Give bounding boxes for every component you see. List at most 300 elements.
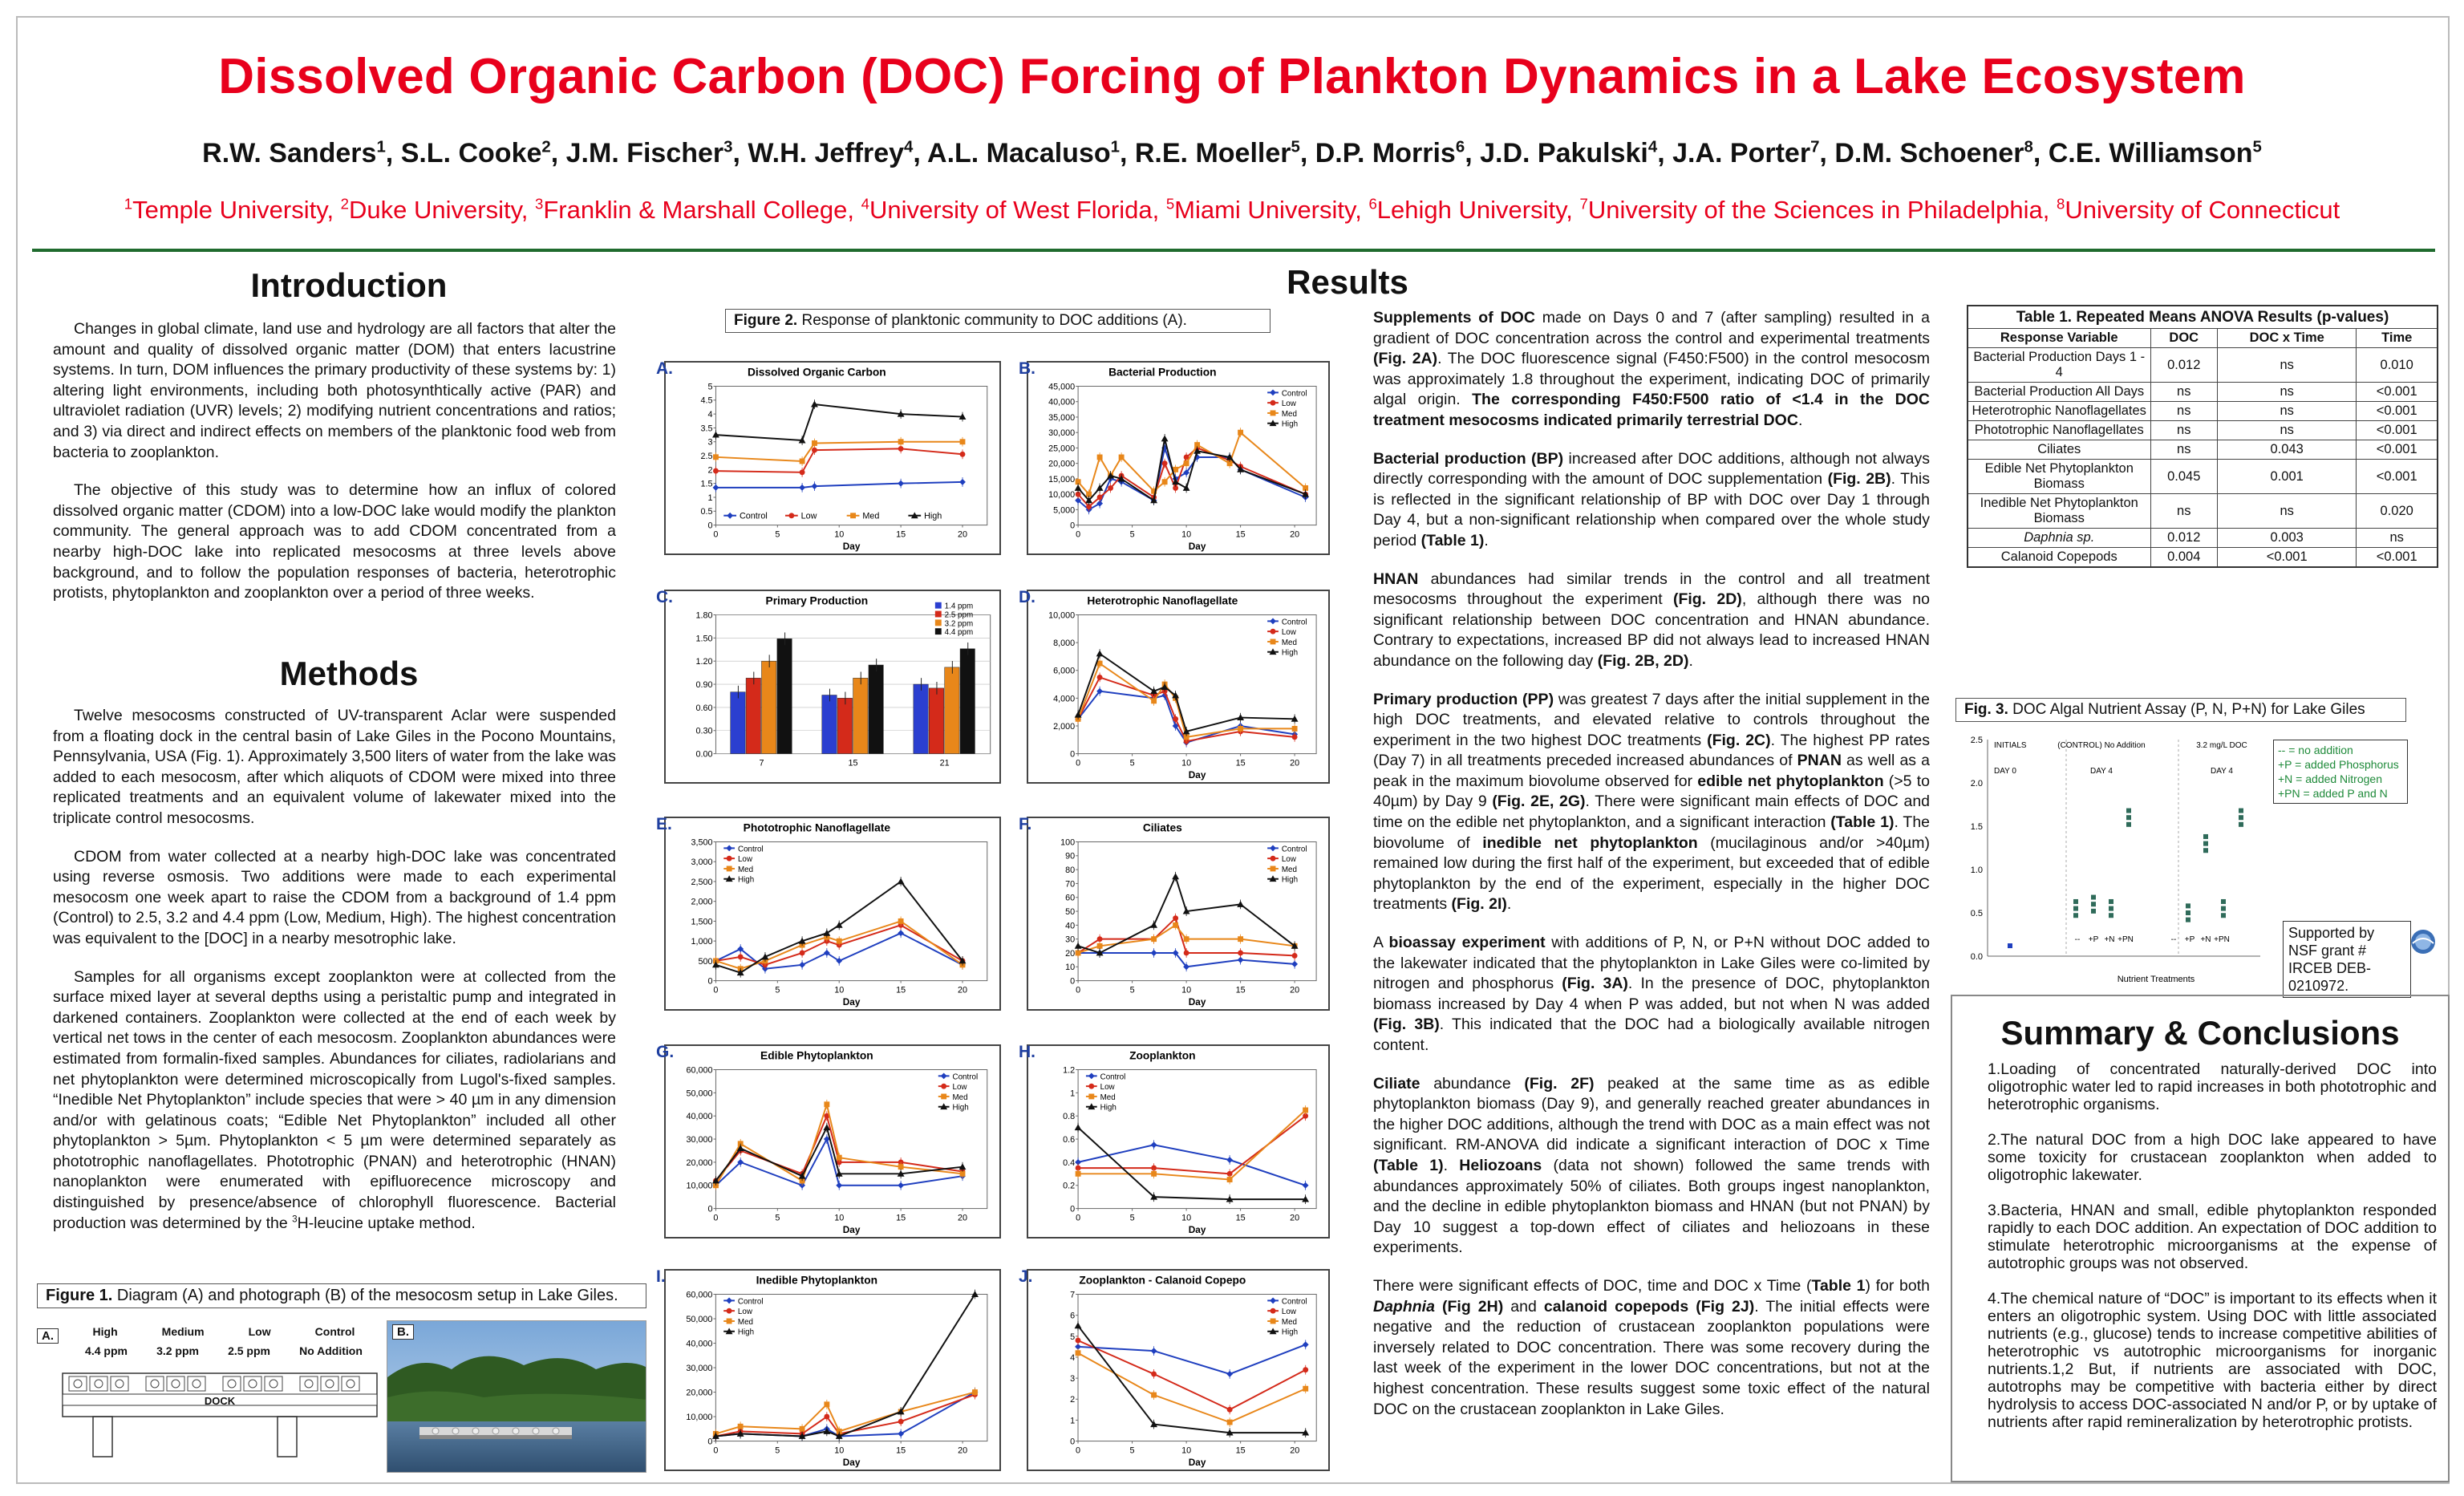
mesocosm-bag bbox=[95, 1380, 103, 1388]
data-point bbox=[738, 954, 744, 959]
chart-title: Zooplankton bbox=[1129, 1049, 1196, 1062]
y-tick-label: 3 bbox=[1070, 1374, 1076, 1385]
author-affiliation-number: 7 bbox=[1810, 138, 1820, 156]
author-affiliation-number: 3 bbox=[723, 138, 733, 156]
author-affiliation-number: 8 bbox=[2024, 138, 2033, 156]
results-text bbox=[1373, 308, 1930, 1437]
y-tick-label: 0 bbox=[1070, 749, 1076, 760]
mesocosm-cell bbox=[223, 1376, 241, 1391]
t: . In the presence of DOC, phytoplankton biomass increased by Day 4 when P was added, but not when N was added bbox=[1373, 975, 1930, 1013]
series-control bbox=[1075, 1340, 1309, 1378]
data-point bbox=[1227, 1177, 1233, 1182]
y-tick-label: 0 bbox=[707, 521, 713, 531]
data-point bbox=[824, 1401, 829, 1407]
data-point bbox=[1270, 639, 1276, 645]
intro-paragraph: The objective of this study was to determine how an influx of colored dissolved organic matter (CDOM) into a low-DOC lake would modify the plankton community. The general approach was to add CDOM concentrated from a nearby high-DOC lake into replicated mesocosms at three levels above background, and to follow the population responses of bacteria, heterotrophic protists, phytoplankton and zooplankton over a period of three weeks. bbox=[53, 481, 616, 602]
panel-letter: E. bbox=[656, 815, 672, 833]
x-tick-label: 5 bbox=[1129, 529, 1135, 540]
x-tick-label: 15 bbox=[848, 758, 858, 768]
series-med bbox=[1076, 1348, 1309, 1427]
chart-svg-e bbox=[666, 818, 999, 1009]
x-tick-label: 0 bbox=[713, 529, 719, 540]
x-axis-label: Day bbox=[1188, 1457, 1206, 1469]
superscript: 3 bbox=[292, 1214, 298, 1225]
data-point bbox=[1151, 698, 1157, 703]
series-line bbox=[1078, 1145, 1306, 1186]
y-tick-label: 0 bbox=[1070, 976, 1076, 987]
legend-label: Low bbox=[1281, 399, 1296, 409]
t: (mucilaginous and/or >40µm) remained low during the first half of the experiment, but exceeded that of edible phytoplankton by the end of the experiment, especially in the higher DOC treatments bbox=[1373, 833, 1930, 914]
data-point bbox=[898, 439, 904, 444]
legend-label: 3.2 ppm bbox=[944, 619, 974, 629]
data-point bbox=[2008, 943, 2012, 948]
y-tick-label: 2 bbox=[1070, 1395, 1076, 1405]
panel-letter: D. bbox=[1019, 588, 1035, 606]
x-tick-label: 10 bbox=[1181, 1213, 1192, 1223]
mesocosm-bag bbox=[192, 1380, 201, 1388]
series-line bbox=[1078, 1128, 1306, 1199]
table-cell: 0.001 bbox=[2218, 460, 2357, 494]
x-axis-label: Day bbox=[842, 996, 861, 1008]
legend-label: 2.5 ppm bbox=[944, 610, 974, 620]
data-point bbox=[1270, 411, 1276, 416]
plot-area bbox=[715, 842, 987, 981]
panel-letter: A. bbox=[656, 359, 673, 378]
summary-box bbox=[1951, 995, 2450, 1482]
legend-label: Control bbox=[1100, 1072, 1126, 1082]
treatment-concentration-label: No Addition bbox=[299, 1344, 363, 1357]
y-tick-label: 3,000 bbox=[691, 857, 713, 868]
data-point bbox=[2186, 903, 2190, 908]
data-point bbox=[788, 513, 794, 518]
y-tick-label: 1.20 bbox=[695, 657, 713, 667]
table-caption: Table 1. Repeated Means ANOVA Results (p-values) bbox=[1968, 306, 2438, 329]
data-point bbox=[1303, 1182, 1309, 1189]
data-point bbox=[1270, 1297, 1276, 1303]
data-point bbox=[2239, 809, 2243, 813]
data-point bbox=[1270, 1308, 1276, 1314]
data-point bbox=[726, 1297, 732, 1303]
mesocosm-bag bbox=[305, 1380, 313, 1388]
data-point bbox=[800, 951, 805, 956]
chart-title: Edible Phytoplankton bbox=[760, 1049, 873, 1062]
legend-label: High bbox=[952, 1103, 969, 1113]
figure1-panel-label: B. bbox=[392, 1324, 414, 1340]
summary-item-number: 2. bbox=[1988, 1131, 2001, 1149]
series-line bbox=[715, 1295, 975, 1437]
y-tick-label: 2.0 bbox=[1970, 779, 1983, 789]
t: inedible net phytoplankton bbox=[1482, 833, 1698, 852]
affiliation-number: 7 bbox=[1579, 195, 1588, 213]
figure2-panel-c bbox=[656, 588, 1001, 784]
legend-label: Low bbox=[737, 1307, 752, 1317]
y-tick-label: 5 bbox=[707, 382, 713, 392]
data-point bbox=[971, 1291, 979, 1297]
data-point bbox=[2221, 906, 2226, 911]
data-point bbox=[823, 930, 830, 936]
data-point bbox=[2073, 913, 2078, 918]
table-cell: <0.001 bbox=[2357, 460, 2438, 494]
table-cell: ns bbox=[2218, 421, 2357, 440]
data-point bbox=[2109, 913, 2113, 918]
bar bbox=[761, 661, 776, 753]
x-tick-label: 0 bbox=[1076, 985, 1081, 995]
y-tick-label: 1 bbox=[1070, 1416, 1076, 1426]
mesocosm-bag bbox=[270, 1380, 278, 1388]
mesocosm-bag bbox=[172, 1380, 180, 1388]
data-point bbox=[1184, 951, 1189, 956]
legend-label: Control bbox=[737, 1297, 764, 1307]
legend-swatch bbox=[935, 602, 942, 609]
legend-label: Control bbox=[952, 1072, 979, 1082]
author-affiliation-number: 1 bbox=[1110, 138, 1120, 156]
y-tick-label: 0 bbox=[1070, 1204, 1076, 1214]
x-tick-label: 0 bbox=[713, 1445, 719, 1456]
legend-entry: +P = added Phosphorus bbox=[2278, 758, 2399, 771]
series-low bbox=[713, 444, 965, 476]
bar bbox=[869, 665, 883, 754]
chart-svg-f bbox=[1028, 818, 1328, 1009]
bar bbox=[853, 678, 868, 753]
legend-label: Med bbox=[1281, 865, 1297, 874]
legend-label: High bbox=[737, 1328, 755, 1337]
t: (Fig. 2B) bbox=[1827, 470, 1891, 489]
legend-swatch bbox=[935, 628, 942, 634]
t: There were significant effects of DOC, time and DOC x Time ( bbox=[1373, 1276, 1812, 1295]
legend-label: High bbox=[924, 511, 942, 521]
x-tick-label: 20 bbox=[957, 985, 968, 995]
y-tick-label: 2,000 bbox=[1053, 721, 1076, 732]
data-point bbox=[1088, 1084, 1094, 1089]
legend-label: Med bbox=[737, 1317, 754, 1327]
x-tick-label: 5 bbox=[775, 985, 780, 995]
methods-paragraph bbox=[53, 967, 616, 1235]
data-point bbox=[1076, 1338, 1081, 1344]
x-tick-label: 21 bbox=[939, 758, 950, 768]
t: (Fig. 2A) bbox=[1373, 350, 1438, 368]
x-tick-label: 0 bbox=[1076, 1213, 1081, 1223]
t: Supplements of DOC bbox=[1373, 309, 1535, 326]
data-point bbox=[1303, 1386, 1308, 1392]
data-point bbox=[2091, 902, 2096, 906]
t: Primary production (PP) bbox=[1373, 690, 1554, 708]
data-point bbox=[727, 1308, 732, 1314]
data-point bbox=[1270, 845, 1276, 851]
t: (Fig. 2E, 2G) bbox=[1492, 793, 1586, 811]
data-point bbox=[2073, 899, 2078, 904]
series-line bbox=[1078, 663, 1295, 737]
y-tick-label: 0 bbox=[1070, 521, 1076, 531]
data-point bbox=[2091, 909, 2096, 914]
intro-paragraph: Changes in global climate, land use and hydrology are all factors that alter the amount and quality of dissolved organic matter (DOM) that enters lacustrine systems. In turn, DOM influences the primary productivity of these systems by: 1) altering light environments, including both photosynthtically active (PAR) and ultraviolet radiation (UVR) levels; 2) modifying nutrient concentrations and ratios; and 3) via direct and indirect effects on members of the planktonic food web from bacteria to zooplankton. bbox=[53, 320, 616, 461]
series-line bbox=[1078, 1116, 1306, 1174]
affiliation-number: 4 bbox=[861, 195, 869, 213]
table-row bbox=[1968, 460, 2438, 494]
t: A bbox=[1373, 934, 1389, 952]
table-cell: 0.012 bbox=[2150, 529, 2218, 548]
results-heading: Results bbox=[1287, 263, 1408, 301]
day-label: DAY 4 bbox=[2090, 767, 2113, 776]
author-affiliation-number: 1 bbox=[376, 138, 386, 156]
bar bbox=[929, 688, 943, 754]
chart-svg-d bbox=[1028, 591, 1328, 782]
t: was greatest 7 days after the initial supplement in the high DOC treatments, and elevated relative to controls throughout the experiment in the two highest DOC treatments bbox=[1373, 690, 1930, 749]
summary-item-text: The natural DOC from a high DOC lake appeared to have some toxicity for crustacean zooplankton when added to oligotrophic lakewater. bbox=[1988, 1131, 2437, 1184]
summary-item bbox=[1967, 1060, 2437, 1113]
y-tick-label: 0.2 bbox=[1063, 1181, 1076, 1191]
author-name: J.A. Porter bbox=[1672, 138, 1811, 168]
author-name: A.L. Macaluso bbox=[927, 138, 1111, 168]
y-tick-label: 30,000 bbox=[1048, 428, 1076, 439]
bar bbox=[777, 639, 792, 753]
t: PNAN bbox=[1797, 752, 1842, 770]
data-point bbox=[1270, 1319, 1276, 1324]
affiliation-number: 2 bbox=[340, 195, 350, 213]
y-tick-label: 2,000 bbox=[691, 897, 713, 907]
data-point bbox=[898, 930, 904, 936]
x-axis-label: Day bbox=[1188, 1224, 1206, 1236]
results-paragraph bbox=[1373, 690, 1930, 916]
table-cell: ns bbox=[2150, 440, 2218, 460]
mesocosm-bag bbox=[249, 1380, 257, 1388]
x-tick-label: +PN bbox=[2214, 935, 2230, 944]
data-point bbox=[1151, 1348, 1157, 1354]
y-tick-label: 2,500 bbox=[691, 877, 713, 887]
anova-table bbox=[1967, 305, 2438, 568]
x-tick-label: -- bbox=[2074, 935, 2081, 944]
mesocosm-diagram bbox=[37, 1320, 380, 1473]
data-point bbox=[1270, 856, 1276, 862]
y-tick-label: 40,000 bbox=[686, 1112, 713, 1122]
author-affiliation-number: 4 bbox=[1647, 138, 1658, 156]
table-cell: ns bbox=[2150, 494, 2218, 529]
bar bbox=[960, 649, 975, 754]
x-tick-label: 5 bbox=[1129, 1445, 1135, 1456]
data-point bbox=[727, 866, 732, 872]
summary-list bbox=[1967, 1060, 2437, 1449]
data-point bbox=[726, 845, 732, 851]
table-cell: <0.001 bbox=[2357, 421, 2438, 440]
mesocosm-cell bbox=[90, 1376, 107, 1391]
data-point bbox=[1270, 629, 1276, 634]
t: (Fig. 2B, 2D) bbox=[1597, 651, 1689, 670]
poster-title: Dissolved Organic Carbon (DOC) Forcing of Plankton Dynamics in a Lake Ecosystem bbox=[218, 49, 2246, 104]
x-axis-label: Day bbox=[842, 1457, 861, 1469]
data-point bbox=[2109, 899, 2113, 904]
affiliation-name: University of West Florida bbox=[869, 196, 1153, 224]
methods-heading: Methods bbox=[279, 655, 419, 692]
data-point bbox=[1162, 460, 1168, 466]
x-tick-label: -- bbox=[2170, 935, 2177, 944]
table-header-row bbox=[1968, 329, 2438, 348]
y-tick-label: 0.60 bbox=[695, 703, 713, 713]
series-line bbox=[715, 448, 962, 472]
data-point bbox=[972, 1389, 978, 1395]
data-point bbox=[1088, 1072, 1095, 1079]
mesocosm-cell bbox=[244, 1376, 261, 1391]
x-tick-label: 10 bbox=[1181, 758, 1192, 768]
data-point bbox=[1291, 961, 1298, 967]
plot-area bbox=[715, 1295, 987, 1441]
caption-text: DOC Algal Nutrient Assay (P, N, P+N) for Lake Giles bbox=[2008, 701, 2365, 718]
legend-label: Low bbox=[737, 855, 753, 865]
methods-text bbox=[53, 706, 616, 1251]
x-tick-label: 10 bbox=[834, 529, 845, 540]
t: (Fig. 2F) bbox=[1524, 1074, 1595, 1093]
author-affiliation-number: 6 bbox=[1455, 138, 1465, 156]
figure2-panel-e bbox=[656, 815, 1001, 1011]
series-med bbox=[1076, 1105, 1308, 1184]
summary-heading: Summary & Conclusions bbox=[2000, 1014, 2400, 1052]
legend-label: Low bbox=[1281, 1307, 1296, 1317]
data-point bbox=[1172, 873, 1179, 879]
table-cell: ns bbox=[2357, 529, 2438, 548]
table-row bbox=[1968, 440, 2438, 460]
y-tick-label: 25,000 bbox=[1048, 444, 1076, 454]
data-point bbox=[959, 479, 966, 485]
t: abundance bbox=[1420, 1074, 1525, 1093]
group-label: INITIALS bbox=[1994, 741, 2027, 750]
group-label: (CONTROL) No Addition bbox=[2057, 741, 2146, 750]
affiliation-name: Franklin & Marshall College bbox=[543, 196, 848, 224]
data-point bbox=[1270, 400, 1276, 406]
data-point bbox=[1303, 1108, 1308, 1113]
legend-label: 1.4 ppm bbox=[944, 602, 974, 611]
y-tick-label: 0 bbox=[1070, 1437, 1076, 1447]
table-cell: ns bbox=[2150, 402, 2218, 421]
data-point bbox=[2221, 899, 2226, 904]
data-point bbox=[1076, 1171, 1081, 1177]
panel-letter: F. bbox=[1019, 815, 1032, 833]
x-tick-label: 0 bbox=[713, 1213, 719, 1223]
y-tick-label: 4.5 bbox=[700, 395, 713, 406]
chart-title: Zooplankton - Calanoid Copepo bbox=[1079, 1274, 1246, 1287]
mesocosm-bag bbox=[228, 1380, 236, 1388]
data-point bbox=[1303, 1367, 1308, 1372]
mesocosm-bag bbox=[74, 1380, 82, 1388]
chart-svg-g bbox=[666, 1046, 999, 1237]
treatment-levels bbox=[71, 1325, 377, 1338]
data-point bbox=[1096, 651, 1104, 657]
series-line bbox=[1078, 1326, 1306, 1433]
data-point bbox=[1173, 915, 1178, 921]
y-tick-label: 60,000 bbox=[686, 1290, 713, 1300]
x-tick-label: 15 bbox=[896, 1213, 906, 1223]
summary-item-number: 4. bbox=[1988, 1290, 2001, 1307]
data-point bbox=[713, 454, 719, 460]
data-point bbox=[960, 439, 966, 444]
x-tick-label: 20 bbox=[958, 1445, 968, 1456]
nsf-logo-icon bbox=[2409, 926, 2437, 966]
table-cell: 0.003 bbox=[2218, 529, 2357, 548]
mesocosm-photo bbox=[387, 1320, 646, 1473]
legend-label: Control bbox=[739, 511, 768, 521]
plot-area bbox=[715, 387, 987, 525]
t: HNAN bbox=[1373, 570, 1419, 588]
plot-area bbox=[1078, 1295, 1316, 1441]
x-tick-label: 15 bbox=[896, 985, 906, 995]
author-name: J.D. Pakulski bbox=[1480, 138, 1648, 168]
data-point bbox=[1162, 479, 1168, 484]
legend-label: Control bbox=[1281, 389, 1307, 399]
data-point bbox=[1076, 1350, 1081, 1356]
y-tick-label: 20,000 bbox=[686, 1388, 713, 1398]
x-tick-label: 20 bbox=[1290, 1445, 1300, 1456]
results-paragraph bbox=[1373, 933, 1930, 1056]
methods-text-span: Samples for all organisms except zooplankton were at collected from the surface mixed layer at several depths using a peristaltic pump and integrated in darkened containers. Zooplankton were collected at the end of each week by vertical net tows in the center of each mesocosm. Zooplankton abundances were estimated from formalin-fixed samples. Abundances for ciliates, radiolarians and net phytoplankton were determined microscopically from Lugol's-fixed samples. “Inedible Net Phytoplankton” include species that were > 40 µm in any dimension and/or with gelatinous coats; “Edible Net Phytoplankton” included all other phytoplankton > 5µm. Phytoplankton < 5 µm were determined separately as phototrophic nanoflagellates. Phototrophic (PNAN) and heterotrophic (HNAN) nanoplankton were enumerated with epifluorecence microscopy and distinguished by presence/absence of chlorophyll fluorescence. Bacterial production was determined by the bbox=[53, 967, 616, 1232]
summary-item bbox=[1967, 1202, 2437, 1272]
data-point bbox=[1119, 455, 1125, 460]
table-cell: ns bbox=[2218, 402, 2357, 421]
mesocosm-cell bbox=[300, 1376, 318, 1391]
data-point bbox=[1238, 951, 1243, 956]
affiliation-name: Lehigh University bbox=[1376, 196, 1566, 224]
y-tick-label: 50 bbox=[1065, 906, 1076, 917]
series-high bbox=[712, 399, 966, 445]
y-tick-label: 1 bbox=[1070, 1089, 1076, 1099]
table-cell: ns bbox=[2218, 348, 2357, 383]
y-tick-label: 4,000 bbox=[1053, 694, 1076, 704]
x-tick-label: 10 bbox=[834, 1445, 845, 1456]
t: Ciliate bbox=[1373, 1074, 1420, 1093]
t: calanoid copepods (Fig 2J) bbox=[1543, 1297, 1755, 1316]
table-row-label: Phototrophic Nanoflagellates bbox=[1968, 421, 2150, 440]
t: . The highest PP rates (Day 7) in all treatments preceded increased abundances of bbox=[1373, 731, 1930, 770]
x-tick-label: 15 bbox=[1235, 985, 1246, 995]
y-tick-label: 20,000 bbox=[686, 1157, 713, 1168]
data-point bbox=[1238, 936, 1243, 942]
author-affiliation-number: 5 bbox=[2252, 138, 2262, 156]
chart-title: Heterotrophic Nanoflagellate bbox=[1087, 594, 1238, 607]
x-tick-label: 10 bbox=[1181, 529, 1192, 540]
figure1-panel-label: A. bbox=[37, 1328, 59, 1344]
legend-label: Med bbox=[1281, 1317, 1298, 1327]
data-point bbox=[2221, 913, 2226, 918]
panel-letter: C. bbox=[656, 588, 673, 606]
panel-letter: I. bbox=[656, 1267, 666, 1286]
x-tick-label: 20 bbox=[957, 529, 968, 540]
chart-svg-h bbox=[1028, 1046, 1328, 1237]
t: Daphnia bbox=[1373, 1297, 1435, 1316]
y-tick-label: 0.5 bbox=[700, 507, 713, 517]
y-tick-label: 60,000 bbox=[686, 1065, 713, 1076]
series-line bbox=[1078, 432, 1306, 494]
table-cell: <0.001 bbox=[2218, 548, 2357, 568]
table-cell: <0.001 bbox=[2357, 383, 2438, 402]
y-tick-label: 10,000 bbox=[686, 1413, 713, 1422]
table-row bbox=[1968, 402, 2438, 421]
table-cell: ns bbox=[2218, 383, 2357, 402]
x-tick-label: 15 bbox=[1235, 529, 1246, 540]
legend-label: Control bbox=[1281, 845, 1307, 854]
x-tick-label: +P bbox=[2184, 935, 2195, 944]
mesocosm-cell bbox=[342, 1376, 359, 1391]
y-tick-label: 8,000 bbox=[1053, 639, 1076, 649]
author-name: D.P. Morris bbox=[1315, 138, 1456, 168]
data-point bbox=[1075, 1322, 1082, 1328]
data-point bbox=[1076, 951, 1081, 956]
y-tick-label: 40,000 bbox=[1048, 397, 1076, 407]
t: . bbox=[1506, 895, 1512, 914]
x-tick-label: 5 bbox=[775, 1445, 780, 1456]
y-tick-label: 1.5 bbox=[1970, 822, 1983, 832]
y-tick-label: 0 bbox=[707, 1204, 713, 1214]
chart-title: Inedible Phytoplankton bbox=[756, 1274, 878, 1287]
author-name: D.M. Schoener bbox=[1834, 138, 2024, 168]
data-point bbox=[824, 1414, 829, 1420]
t: (data not shown) followed the same trends with abundances approximately 50% of ciliates. Both groups ingest nanoplankton, and the decline in edible phytoplankton biomass and HNAN (but not PNAN) by Day 10 suggest a top-down effect of ciliates and heliozoans in these experiments. bbox=[1373, 1156, 1930, 1257]
caption-label: Fig. 3. bbox=[1964, 701, 2008, 718]
